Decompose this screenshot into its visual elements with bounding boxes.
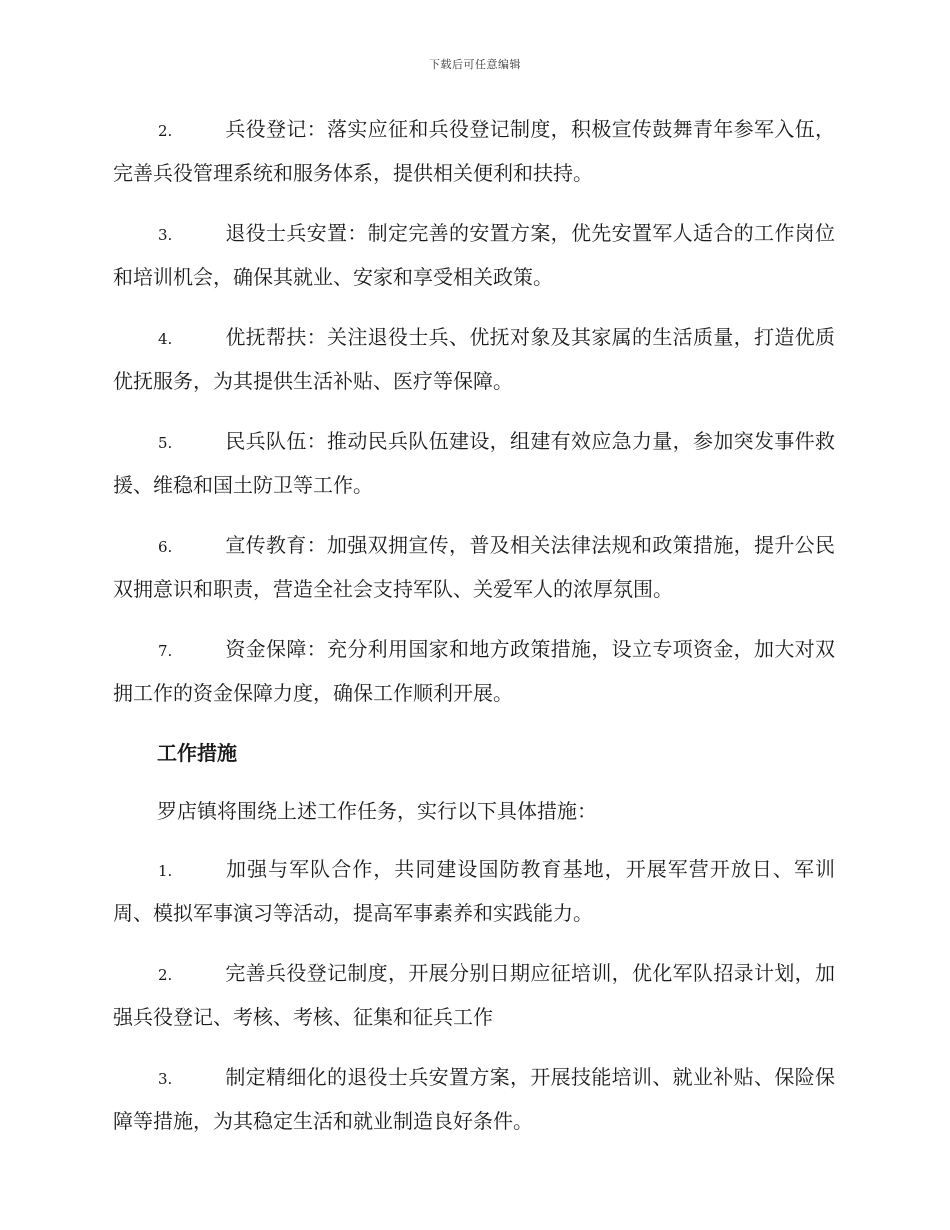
list-item <box>113 108 835 194</box>
item-number: 2. <box>158 122 173 140</box>
item-text: 民兵队伍：推动民兵队伍建设，组建有效应急力量，参加突发事件救援、维稳和国土防卫等工作。 <box>113 429 835 497</box>
list-item <box>113 1056 835 1142</box>
item-number: 4. <box>158 330 173 348</box>
item-text: 优抚帮扶：关注退役士兵、优抚对象及其家属的生活质量，打造优质优抚服务，为其提供生活补贴、医疗等保障。 <box>113 325 835 393</box>
item-number: 5. <box>158 434 173 452</box>
list-item <box>113 848 835 934</box>
list-item <box>113 524 835 610</box>
item-text: 退役士兵安置：制定完善的安置方案，优先安置军人适合的工作岗位和培训机会，确保其就业、安家和享受相关政策。 <box>113 221 835 289</box>
item-text: 完善兵役登记制度，开展分别日期应征培训，优化军队招录计划，加强兵役登记、考核、考核、征集和征兵工作 <box>113 961 835 1029</box>
item-number: 6. <box>158 538 173 556</box>
list-item <box>113 628 835 714</box>
item-number: 3. <box>158 1070 173 1088</box>
item-number: 3. <box>158 226 173 244</box>
intro-paragraph: 罗店镇将围绕上述工作任务，实行以下具体措施： <box>157 799 597 823</box>
list-item <box>113 316 835 402</box>
document-body <box>113 108 835 1160</box>
item-text: 加强与军队合作，共同建设国防教育基地，开展军营开放日、军训周、模拟军事演习等活动，提高军事素养和实践能力。 <box>113 857 835 925</box>
item-text: 制定精细化的退役士兵安置方案，开展技能培训、就业补贴、保险保障等措施，为其稳定生活和就业制造良好条件。 <box>113 1065 835 1133</box>
item-text: 兵役登记：落实应征和兵役登记制度，积极宣传鼓舞青年参军入伍，完善兵役管理系统和服务体系，提供相关便利和扶持。 <box>113 117 835 185</box>
item-text: 宣传教育：加强双拥宣传，普及相关法律法规和政策措施，提升公民双拥意识和职责，营造全社会支持军队、关爱军人的浓厚氛围。 <box>113 533 835 601</box>
list-item <box>113 212 835 298</box>
item-number: 7. <box>158 642 173 660</box>
list-item <box>113 420 835 506</box>
section-heading: 工作措施 <box>157 741 237 765</box>
header-note: 下载后可任意编辑 <box>429 58 521 71</box>
item-number: 1. <box>158 862 173 880</box>
item-text: 资金保障：充分利用国家和地方政策措施，设立专项资金，加大对双拥工作的资金保障力度，确保工作顺利开展。 <box>113 637 835 705</box>
item-number: 2. <box>158 966 173 984</box>
list-item <box>113 952 835 1038</box>
